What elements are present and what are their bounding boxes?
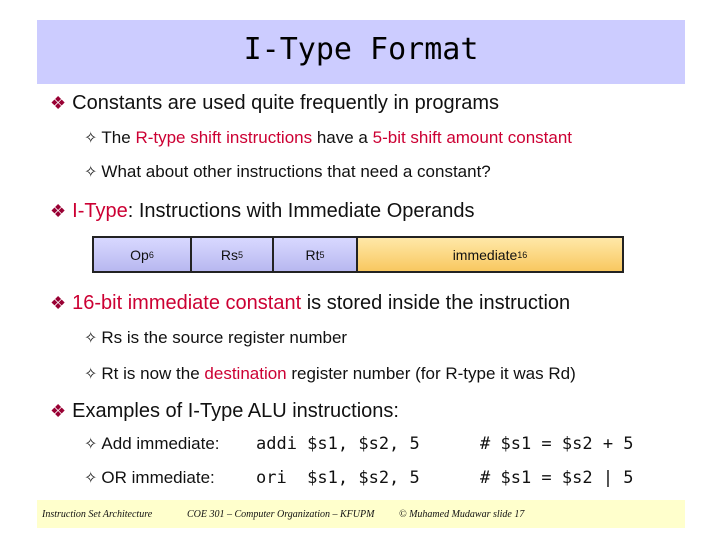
text: register number (for R-type it was Rd) — [286, 364, 576, 383]
footer-center: COE 301 – Computer Organization – KFUPM — [187, 509, 375, 520]
star-bullet-icon: ✧ — [84, 436, 98, 453]
diamond-bullet-icon: ❖ — [50, 201, 67, 221]
bullet-examples — [50, 400, 399, 423]
highlight-text: destination — [204, 364, 287, 383]
bullet-immediate-constant — [50, 292, 570, 315]
itype-format-diagram — [92, 236, 624, 273]
sub-bullet-shift — [84, 128, 572, 148]
highlight-text: 16-bit immediate constant — [72, 292, 302, 314]
highlight-text: I-Type — [72, 200, 128, 222]
diamond-bullet-icon: ❖ — [50, 293, 67, 313]
example-addi-code: addi $s1, $s2, 5 — [256, 434, 420, 454]
example-ori-comment: # $s1 = $s2 | 5 — [480, 468, 634, 488]
example-label: Add immediate: — [101, 434, 220, 453]
bullet-itype — [50, 200, 475, 223]
example-label: OR immediate: — [101, 468, 215, 487]
field-rs: Rs 5 — [192, 238, 274, 271]
footer-left: Instruction Set Architecture — [42, 509, 153, 520]
text: : Instructions with Immediate Operands — [127, 200, 475, 222]
diamond-bullet-icon: ❖ — [50, 401, 67, 421]
field-immediate: immediate 16 — [358, 238, 622, 271]
footer-bar — [37, 500, 685, 528]
star-bullet-icon: ✧ — [84, 330, 98, 347]
star-bullet-icon: ✧ — [84, 130, 98, 147]
star-bullet-icon: ✧ — [84, 470, 98, 487]
text: have a — [312, 128, 373, 147]
star-bullet-icon: ✧ — [84, 366, 98, 383]
example-ori — [84, 468, 215, 488]
text: Rs is the source register number — [101, 328, 348, 347]
text: Examples of I-Type ALU instructions: — [72, 400, 399, 422]
sub-bullet-rt — [84, 364, 576, 384]
field-rt: Rt 5 — [274, 238, 358, 271]
bullet-constants — [50, 92, 499, 115]
footer-right: © Muhamed Mudawar slide 17 — [399, 509, 525, 520]
text: is stored inside the instruction — [301, 292, 571, 314]
text: The — [101, 128, 136, 147]
text: What about other instructions that need a constant? — [101, 162, 491, 181]
bullet-text: Constants are used quite frequently in programs — [72, 92, 500, 114]
sub-bullet-rs — [84, 328, 347, 348]
text: Rt is now the — [101, 364, 205, 383]
example-addi — [84, 434, 220, 454]
star-bullet-icon: ✧ — [84, 164, 98, 181]
example-addi-comment: # $s1 = $s2 + 5 — [480, 434, 634, 454]
title-bar — [37, 20, 685, 84]
highlight-text: 5-bit shift amount constant — [372, 128, 573, 147]
highlight-text: R-type shift instructions — [135, 128, 313, 147]
field-op: Op 6 — [94, 238, 192, 271]
slide-title: I-Type Format — [243, 32, 479, 67]
sub-bullet-other — [84, 162, 491, 182]
example-ori-code: ori $s1, $s2, 5 — [256, 468, 420, 488]
diamond-bullet-icon: ❖ — [50, 93, 67, 113]
